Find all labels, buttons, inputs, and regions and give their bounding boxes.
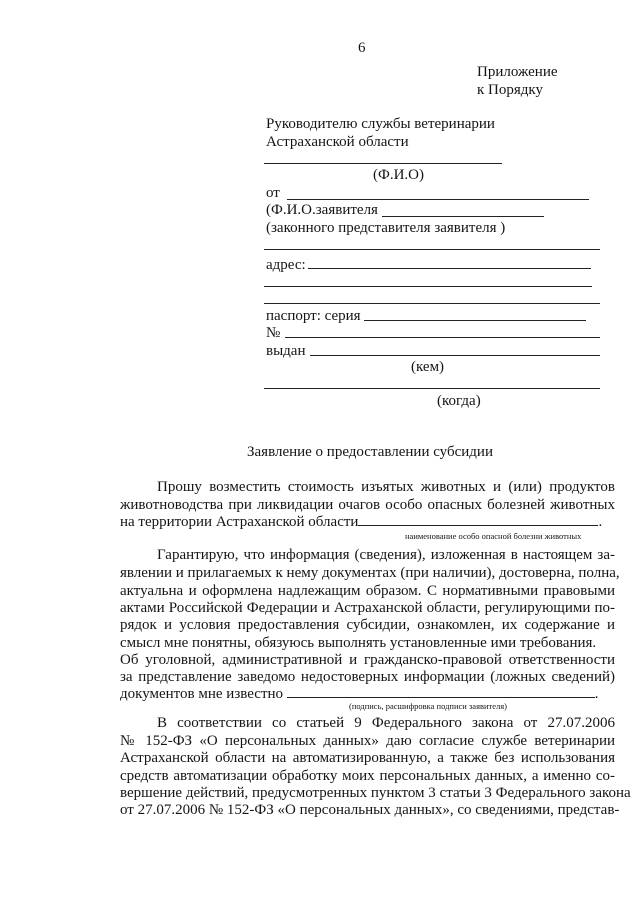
paragraph4-line-2: № 152-ФЗ «О персональных данных» даю согласие службе ветеринарии bbox=[120, 733, 615, 749]
paragraph4-line-1: В соответствии со статьей 9 Федерального закона от 27.07.2006 bbox=[157, 715, 615, 731]
paragraph2-line-4: актами Российской Федерации и Астраханской области, регулирующими по- bbox=[120, 600, 615, 616]
paragraph3-line-3-text: документов мне известно bbox=[120, 686, 284, 702]
disease-field-dot: . bbox=[598, 514, 603, 530]
paragraph2-line-2: явлении и прилагаемых к нему документах (при наличии), достоверна, полна, bbox=[120, 565, 620, 581]
paragraph1-line-3 bbox=[120, 513, 602, 531]
fio-caption: (Ф.И.О) bbox=[373, 167, 425, 183]
passport-label: паспорт: серия bbox=[266, 308, 361, 324]
paragraph4-line-5: вершение действий, предусмотренных пунктом 3 статьи 3 Федерального закона bbox=[120, 785, 631, 801]
address-line-1[interactable] bbox=[308, 268, 591, 269]
caption-disease: наименование особо опасной болезни животных bbox=[405, 531, 582, 541]
number-label: № bbox=[266, 325, 281, 341]
address-line-2[interactable] bbox=[264, 286, 592, 287]
signature-field-dot: . bbox=[594, 686, 599, 702]
when-caption: (когда) bbox=[437, 393, 481, 409]
disease-name-field[interactable] bbox=[358, 513, 598, 526]
applicant-fio-line[interactable] bbox=[382, 216, 544, 217]
paragraph2-line-5: рядок и условия предоставления субсидии, ознакомлен, их содержание и bbox=[120, 617, 615, 633]
passport-number-line[interactable] bbox=[285, 337, 600, 338]
passport-series-line[interactable] bbox=[364, 320, 586, 321]
appendix-line-1: Приложение bbox=[477, 64, 558, 80]
signature-field[interactable] bbox=[287, 685, 595, 698]
caption-signature: (подпись, расшифровка подписи заявителя) bbox=[349, 701, 508, 711]
by-whom-caption: (кем) bbox=[411, 359, 445, 375]
issued-line[interactable] bbox=[310, 355, 600, 356]
paragraph4-line-3: Астраханской области на автоматизированную, а также без использования bbox=[120, 750, 615, 766]
representative-line[interactable] bbox=[264, 249, 600, 250]
addressee-fio-line[interactable] bbox=[264, 163, 502, 164]
from-line[interactable] bbox=[287, 199, 589, 200]
appendix-line-2: к Порядку bbox=[477, 82, 543, 98]
representative-label: (законного представителя заявителя ) bbox=[266, 220, 506, 236]
from-label: от bbox=[266, 185, 280, 201]
paragraph3-line-1: Об уголовной, административной и гражданско-правовой ответственности bbox=[120, 652, 615, 668]
applicant-fio-label: (Ф.И.О.заявителя bbox=[266, 202, 378, 218]
issued-date-line[interactable] bbox=[264, 388, 600, 389]
issued-label: выдан bbox=[266, 343, 306, 359]
paragraph4-line-4: средств автоматизации обработку моих персональных данных, а именно со- bbox=[120, 768, 615, 784]
paragraph2-line-1: Гарантирую, что информация (сведения), изложенная в настоящем за- bbox=[157, 547, 615, 563]
addressee-line-1: Руководителю службы ветеринарии bbox=[266, 116, 495, 132]
page-number: 6 bbox=[358, 40, 366, 56]
addressee-line-2: Астраханской области bbox=[266, 134, 409, 150]
paragraph2-line-6: смысл мне понятны, обязуюсь выполнять установленные ими требования. bbox=[120, 635, 597, 651]
address-label: адрес: bbox=[266, 257, 306, 273]
paragraph3-line-2: за представление заведомо недостоверных информации (ложных сведений) bbox=[120, 669, 615, 685]
document-title: Заявление о предоставлении субсидии bbox=[247, 444, 493, 460]
paragraph4-line-6: от 27.07.2006 № 152-ФЗ «О персональных данных», со сведениями, представ- bbox=[120, 802, 620, 818]
address-line-3[interactable] bbox=[264, 303, 600, 304]
paragraph1-line-1: Прошу возместить стоимость изъятых животных и (или) продуктов bbox=[157, 479, 615, 495]
paragraph1-line-3-text: на территории Астраханской области bbox=[120, 514, 359, 530]
paragraph2-line-3: актуальна и оформлена надлежащим образом. С нормативными правовыми bbox=[120, 583, 615, 599]
paragraph1-line-2: животноводства при ликвидации очагов особо опасных болезней животных bbox=[120, 497, 615, 513]
